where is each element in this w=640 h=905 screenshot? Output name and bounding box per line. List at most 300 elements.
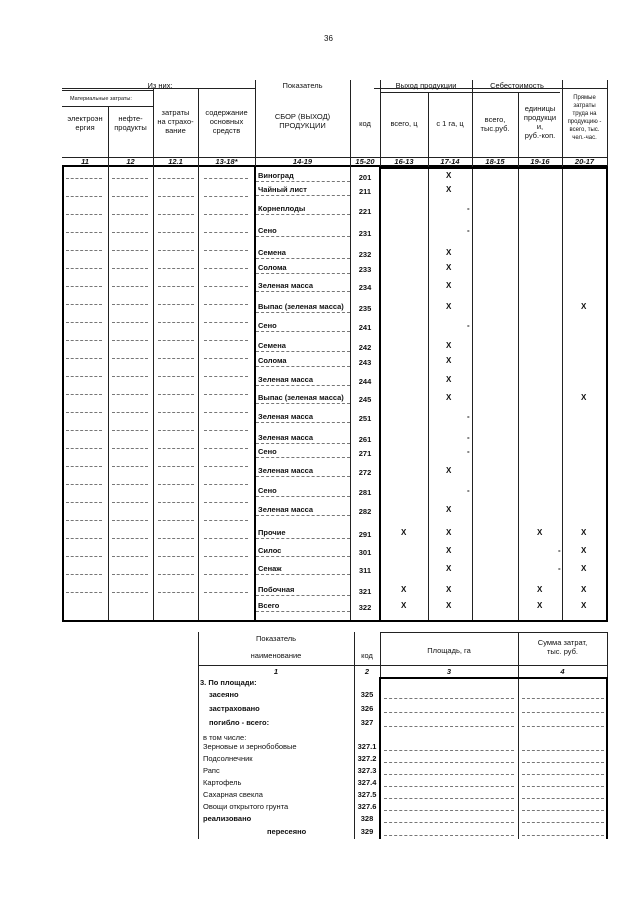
cross-mark: X <box>401 601 407 610</box>
bottom-cell-line <box>384 698 514 699</box>
row-separator <box>256 422 350 423</box>
row-code: 241 <box>358 323 372 332</box>
empty-cell-line <box>66 268 102 269</box>
empty-cell-line <box>158 196 194 197</box>
empty-cell-line <box>66 358 102 359</box>
empty-cell-line <box>158 394 194 395</box>
empty-cell-line <box>66 592 102 593</box>
pryamye-line: Прямые <box>573 95 596 101</box>
row-separator <box>256 331 350 332</box>
empty-cell-line <box>204 574 248 575</box>
row-code: 234 <box>358 283 372 292</box>
empty-cell-line <box>204 466 248 467</box>
row-separator <box>256 214 350 215</box>
row-separator <box>256 556 350 557</box>
row-name: Солома <box>258 263 287 272</box>
row-code: 322 <box>358 603 372 612</box>
row-separator <box>256 443 350 444</box>
empty-cell-line <box>158 214 194 215</box>
empty-cell-line <box>66 430 102 431</box>
bottom-cell-line <box>522 835 604 836</box>
empty-cell-line <box>158 574 194 575</box>
empty-cell-line <box>66 394 102 395</box>
empty-cell-line <box>158 502 194 503</box>
row-name: Зеленая масса <box>258 433 314 442</box>
empty-cell-line <box>66 412 102 413</box>
row-separator <box>256 476 350 477</box>
cross-mark: X <box>446 546 452 555</box>
cross-mark: X <box>581 528 587 537</box>
row-code: 245 <box>358 395 372 404</box>
empty-cell-line <box>204 232 248 233</box>
empty-cell-line <box>158 376 194 377</box>
vsego-rub-line: тыс.руб. <box>480 124 510 133</box>
bottom-row-code: 327.4 <box>357 778 377 787</box>
cross-mark: X <box>537 601 543 610</box>
row-code: 272 <box>358 468 372 477</box>
cross-mark: X <box>446 302 452 311</box>
empty-cell-line <box>204 412 248 413</box>
bottom-cell-line <box>384 822 514 823</box>
bottom-cell-line <box>522 762 604 763</box>
row-code: 211 <box>358 187 372 196</box>
edinicy-line: единицы <box>524 104 556 113</box>
cross-mark: X <box>581 585 587 594</box>
edinicy-line: и, <box>536 122 544 131</box>
bottom-naimenovanie: наименование <box>250 651 302 660</box>
row-name: Сено <box>258 447 277 456</box>
empty-cell-line <box>66 556 102 557</box>
row-separator <box>256 496 350 497</box>
bottom-row-code: 327.3 <box>357 766 377 775</box>
row-code: 281 <box>358 488 372 497</box>
row-name: Зеленая масса <box>258 505 314 514</box>
col-number: 11 <box>81 157 89 166</box>
empty-cell-line <box>204 538 248 539</box>
empty-cell-line <box>204 484 248 485</box>
bottom-row-name: Зерновые и зернобобовые <box>203 742 297 751</box>
empty-cell-line <box>158 340 194 341</box>
empty-cell-line <box>66 484 102 485</box>
empty-cell-line <box>112 358 148 359</box>
dash-mark: - <box>467 204 470 213</box>
col-number: 14-19 <box>292 157 313 166</box>
cross-mark: X <box>446 263 452 272</box>
empty-cell-line <box>158 466 194 467</box>
col-soderzh-line: содержание <box>205 108 248 117</box>
row-separator <box>256 574 350 575</box>
row-name: Сено <box>258 226 277 235</box>
empty-cell-line <box>112 556 148 557</box>
empty-cell-line <box>112 520 148 521</box>
empty-cell-line <box>112 502 148 503</box>
empty-cell-line <box>158 232 194 233</box>
vykhod-header: Выход продукции <box>395 81 457 90</box>
empty-cell-line <box>66 502 102 503</box>
bottom-row-name: пересеяно <box>267 827 307 836</box>
summa-line: Сумма затрат, <box>537 638 588 647</box>
bottom-cell-line <box>384 835 514 836</box>
empty-cell-line <box>112 466 148 467</box>
empty-cell-line <box>112 232 148 233</box>
cross-mark: X <box>581 564 587 573</box>
material-costs-label: Материальные затраты: <box>70 96 132 102</box>
bottom-cell-line <box>384 762 514 763</box>
row-name: Всего <box>258 601 280 610</box>
row-name: Зеленая масса <box>258 375 314 384</box>
empty-cell-line <box>158 556 194 557</box>
row-separator <box>256 595 350 596</box>
row-code: 291 <box>358 530 372 539</box>
summa-line: тыс. руб. <box>546 647 579 656</box>
dash-mark: - <box>467 447 470 456</box>
row-separator <box>256 385 350 386</box>
bottom-kod: код <box>361 651 373 660</box>
edinicy-line: руб.-коп. <box>524 131 556 140</box>
bottom-cell-line <box>522 822 604 823</box>
row-name: Сено <box>258 486 277 495</box>
cross-mark: X <box>446 341 452 350</box>
row-code: 231 <box>358 229 372 238</box>
empty-cell-line <box>204 268 248 269</box>
empty-cell-line <box>158 592 194 593</box>
cross-mark: X <box>581 601 587 610</box>
bottom-cell-line <box>522 774 604 775</box>
bottom-cell-line <box>384 750 514 751</box>
col-neft-line: продукты <box>114 123 147 132</box>
row-name: Силос <box>258 546 282 555</box>
empty-cell-line <box>66 214 102 215</box>
pokazatel-header: Показатель <box>282 81 323 90</box>
row-name: Корнеплоды <box>258 204 306 213</box>
cross-mark: X <box>446 248 452 257</box>
dash-mark: - <box>558 546 561 555</box>
cross-mark: X <box>537 528 543 537</box>
empty-cell-line <box>204 592 248 593</box>
row-code: 261 <box>358 435 372 444</box>
bottom-cell-line <box>384 810 514 811</box>
col-strakh-line: вание <box>165 126 186 135</box>
empty-cell-line <box>158 286 194 287</box>
dash-mark: - <box>467 486 470 495</box>
row-code: 201 <box>358 173 372 182</box>
cross-mark: X <box>446 375 452 384</box>
s1ga-header: с 1 га, ц <box>436 119 464 128</box>
bottom-pokazatel: Показатель <box>255 634 297 643</box>
bottom-row-name: 3. По площади: <box>200 678 257 687</box>
empty-cell-line <box>66 466 102 467</box>
bottom-row-code: 327 <box>360 718 374 727</box>
cross-mark: X <box>401 585 407 594</box>
empty-cell-line <box>158 538 194 539</box>
row-separator <box>256 236 350 237</box>
bottom-cell-line <box>522 698 604 699</box>
row-code: 251 <box>358 414 372 423</box>
row-code: 301 <box>358 548 372 557</box>
cross-mark: X <box>446 171 452 180</box>
col-soderzh-line: средств <box>212 126 241 135</box>
row-separator <box>256 515 350 516</box>
empty-cell-line <box>66 340 102 341</box>
sbor-line: ПРОДУКЦИИ <box>279 121 326 130</box>
bottom-cell-line <box>522 786 604 787</box>
cross-mark: X <box>537 585 543 594</box>
empty-cell-line <box>204 394 248 395</box>
bottom-col-number: 1 <box>273 667 279 676</box>
empty-cell-line <box>158 178 194 179</box>
empty-cell-line <box>112 538 148 539</box>
dash-mark: - <box>467 412 470 421</box>
empty-cell-line <box>158 322 194 323</box>
empty-cell-line <box>158 430 194 431</box>
empty-cell-line <box>204 214 248 215</box>
empty-cell-line <box>112 376 148 377</box>
bottom-cell-line <box>384 712 514 713</box>
empty-cell-line <box>204 250 248 251</box>
row-name: Сенаж <box>258 564 282 573</box>
empty-cell-line <box>204 304 248 305</box>
empty-cell-line <box>204 376 248 377</box>
empty-cell-line <box>158 304 194 305</box>
col-electro-line: ергия <box>75 123 95 132</box>
col-number: 20-17 <box>574 157 595 166</box>
col-number: 17-14 <box>440 157 460 166</box>
row-separator <box>256 611 350 612</box>
col-strakh-line: на страхо- <box>157 117 194 126</box>
col-number: 13-18* <box>215 157 238 166</box>
pryamye-line: труда на <box>572 111 597 117</box>
empty-cell-line <box>204 178 248 179</box>
pryamye-line: всего, тыс. <box>569 127 600 133</box>
row-separator <box>256 273 350 274</box>
bottom-col-number: 4 <box>560 667 565 676</box>
row-separator <box>256 312 350 313</box>
bottom-row-code: 327.2 <box>357 754 377 763</box>
empty-cell-line <box>112 214 148 215</box>
empty-cell-line <box>158 358 194 359</box>
row-name: Чайный лист <box>258 185 307 194</box>
empty-cell-line <box>66 322 102 323</box>
empty-cell-line <box>204 556 248 557</box>
bottom-cell-line <box>522 712 604 713</box>
bottom-cell-line <box>522 810 604 811</box>
row-code: 242 <box>358 343 372 352</box>
cross-mark: X <box>446 505 452 514</box>
row-code: 244 <box>358 377 372 386</box>
cross-mark: X <box>581 393 587 402</box>
row-separator <box>256 181 350 182</box>
row-separator <box>256 403 350 404</box>
row-code: 233 <box>358 265 372 274</box>
dash-mark: - <box>558 564 561 573</box>
col-number: 18-15 <box>485 157 505 166</box>
empty-cell-line <box>112 196 148 197</box>
empty-cell-line <box>158 412 194 413</box>
bottom-row-name: засеяно <box>209 690 239 699</box>
bottom-cell-line <box>522 726 604 727</box>
empty-cell-line <box>66 520 102 521</box>
row-separator <box>256 351 350 352</box>
col-number: 19-16 <box>530 157 550 166</box>
bottom-row-code: 328 <box>360 814 374 823</box>
bottom-row-name: Рапс <box>203 766 220 775</box>
bottom-row-name: Картофель <box>203 778 242 787</box>
row-name: Сено <box>258 321 277 330</box>
kod-header: код <box>359 119 371 128</box>
empty-cell-line <box>112 484 148 485</box>
row-code: 243 <box>358 358 372 367</box>
bottom-col-number: 2 <box>364 667 370 676</box>
empty-cell-line <box>112 394 148 395</box>
dash-mark: - <box>467 226 470 235</box>
cross-mark: X <box>446 356 452 365</box>
row-code: 221 <box>358 207 372 216</box>
empty-cell-line <box>204 340 248 341</box>
row-name: Зеленая масса <box>258 281 314 290</box>
empty-cell-line <box>66 250 102 251</box>
bottom-cell-line <box>384 786 514 787</box>
row-code: 271 <box>358 449 372 458</box>
dash-mark: - <box>467 321 470 330</box>
row-code: 321 <box>358 587 372 596</box>
bottom-cell-line <box>522 750 604 751</box>
cross-mark: X <box>446 393 452 402</box>
empty-cell-line <box>66 376 102 377</box>
col-soderzh-line: основных <box>209 117 244 126</box>
empty-cell-line <box>112 448 148 449</box>
row-name: Зеленая масса <box>258 466 314 475</box>
col-neft-line: нефте- <box>118 114 143 123</box>
row-code: 232 <box>358 250 372 259</box>
empty-cell-line <box>112 304 148 305</box>
empty-cell-line <box>112 250 148 251</box>
sebest-header: Себестоимость <box>490 81 544 90</box>
empty-cell-line <box>66 574 102 575</box>
col-number: 15-20 <box>355 157 375 166</box>
empty-cell-line <box>204 520 248 521</box>
bottom-row-code: 329 <box>360 827 374 836</box>
row-separator <box>256 195 350 196</box>
cross-mark: X <box>581 302 587 311</box>
bottom-col-number: 3 <box>446 667 452 676</box>
empty-cell-line <box>204 502 248 503</box>
empty-cell-line <box>204 430 248 431</box>
empty-cell-line <box>112 340 148 341</box>
row-code: 282 <box>358 507 372 516</box>
empty-cell-line <box>66 286 102 287</box>
empty-cell-line <box>204 286 248 287</box>
bottom-row-code: 326 <box>360 704 374 713</box>
bottom-cell-line <box>384 798 514 799</box>
empty-cell-line <box>112 412 148 413</box>
empty-cell-line <box>204 358 248 359</box>
bottom-row-code: 325 <box>360 690 374 699</box>
bottom-row-name: в том числе: <box>203 733 247 742</box>
row-name: Выпас (зеленая масса) <box>258 393 344 402</box>
cross-mark: X <box>446 528 452 537</box>
cross-mark: X <box>446 466 452 475</box>
page-number: 36 <box>324 34 333 43</box>
pryamye-line: продукцию - <box>567 119 602 125</box>
bottom-row-name: Сахарная свекла <box>203 790 263 799</box>
row-code: 235 <box>358 304 372 313</box>
bottom-cell-line <box>384 726 514 727</box>
bottom-row-name: застраховано <box>209 704 260 713</box>
empty-cell-line <box>158 268 194 269</box>
row-name: Семена <box>258 248 286 257</box>
edinicy-line: продукци <box>523 113 557 122</box>
row-separator <box>256 538 350 539</box>
bottom-cell-line <box>522 798 604 799</box>
row-separator <box>256 291 350 292</box>
row-name: Побочная <box>258 585 295 594</box>
col-strakh-line: затраты <box>161 108 190 117</box>
bottom-row-name: Овощи открытого грунта <box>203 802 289 811</box>
row-separator <box>256 258 350 259</box>
col-number: 16-13 <box>394 157 414 166</box>
cross-mark: X <box>446 601 452 610</box>
empty-cell-line <box>66 196 102 197</box>
row-name: Виноград <box>258 171 294 180</box>
empty-cell-line <box>204 322 248 323</box>
bottom-row-name: реализовано <box>203 814 252 823</box>
empty-cell-line <box>66 538 102 539</box>
row-separator <box>256 457 350 458</box>
row-name: Выпас (зеленая масса) <box>258 302 344 311</box>
col-number: 12 <box>126 157 135 166</box>
empty-cell-line <box>158 448 194 449</box>
row-separator <box>256 366 350 367</box>
empty-cell-line <box>112 322 148 323</box>
col-number: 12.1 <box>168 157 183 166</box>
bottom-row-name: погибло - всего: <box>209 718 270 727</box>
empty-cell-line <box>204 448 248 449</box>
row-name: Семена <box>258 341 286 350</box>
bottom-row-code: 327.5 <box>357 790 377 799</box>
empty-cell-line <box>112 178 148 179</box>
empty-cell-line <box>204 196 248 197</box>
vsego-c-header: всего, ц <box>390 119 418 128</box>
vsego-rub-line: всего, <box>484 115 506 124</box>
sbor-line: СБОР (ВЫХОД) <box>274 112 331 121</box>
bottom-cell-line <box>384 774 514 775</box>
col-electro-line: электроэн <box>67 114 103 123</box>
row-name: Прочие <box>258 528 286 537</box>
cross-mark: X <box>581 546 587 555</box>
empty-cell-line <box>112 592 148 593</box>
empty-cell-line <box>158 250 194 251</box>
empty-cell-line <box>158 520 194 521</box>
empty-cell-line <box>66 232 102 233</box>
cross-mark: X <box>446 281 452 290</box>
pryamye-line: затраты <box>573 103 596 109</box>
bottom-row-code: 327.6 <box>357 802 377 811</box>
empty-cell-line <box>112 574 148 575</box>
cross-mark: X <box>446 185 452 194</box>
cross-mark: X <box>446 564 452 573</box>
row-code: 311 <box>358 566 372 575</box>
bottom-row-code: 327.1 <box>357 742 377 751</box>
empty-cell-line <box>112 286 148 287</box>
cross-mark: X <box>401 528 407 537</box>
empty-cell-line <box>158 484 194 485</box>
empty-cell-line <box>66 304 102 305</box>
row-name: Зеленая масса <box>258 412 314 421</box>
bottom-ploshad: Площадь, га <box>427 646 471 655</box>
row-name: Солома <box>258 356 287 365</box>
cross-mark: X <box>446 585 452 594</box>
empty-cell-line <box>66 178 102 179</box>
